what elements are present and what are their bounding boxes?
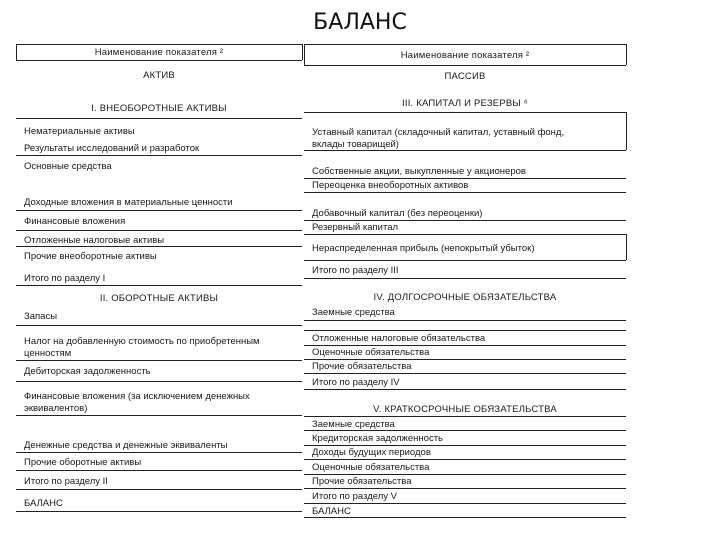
row-total-section-2: Итого по разделу II: [24, 476, 108, 487]
divider: [302, 44, 303, 60]
divider: [16, 452, 302, 453]
row-short-term-borrowings: Заемные средства: [312, 419, 395, 430]
divider: [16, 210, 302, 211]
divider: [304, 474, 626, 475]
section-1-title: I. ВНЕОБОРОТНЫЕ АКТИВЫ: [91, 103, 227, 114]
divider: [304, 112, 626, 113]
row-long-term-borrowings: Заемные средства: [312, 307, 395, 318]
row-cash: Денежные средства и денежные эквиваленты: [24, 440, 228, 451]
divider: [626, 44, 627, 65]
divider: [16, 360, 302, 361]
row-total-section-1: Итого по разделу I: [24, 273, 106, 284]
divider: [16, 470, 302, 471]
row-rnd-results: Результаты исследований и разработок: [24, 143, 200, 154]
divider: [16, 325, 302, 326]
divider: [16, 246, 302, 247]
divider: [16, 381, 302, 382]
row-charter-capital: Уставный капитал (складочный капитал, уставный фонд, вклады товарищей): [312, 127, 565, 150]
section-5-title: V. КРАТКОСРОЧНЫЕ ОБЯЗАТЕЛЬСТВА: [373, 404, 557, 415]
divider: [16, 285, 302, 286]
row-balance-assets: БАЛАНС: [24, 498, 63, 509]
divider: [304, 445, 626, 446]
divider: [304, 345, 626, 346]
row-other-current: Прочие оборотные активы: [24, 457, 142, 468]
row-total-section-3: Итого по разделу III: [312, 265, 399, 276]
row-revaluation: Переоценка внеоборотных активов: [312, 180, 469, 191]
row-financial-investments: Финансовые вложения: [24, 216, 126, 227]
divider: [304, 503, 626, 504]
row-balance-liabilities: БАЛАНС: [312, 506, 351, 517]
divider: [304, 278, 626, 279]
row-estimated-liabilities-st: Оценочные обязательства: [312, 462, 430, 473]
row-treasury-shares: Собственные акции, выкупленные у акционеров: [312, 166, 526, 177]
divider: [16, 155, 302, 156]
divider: [16, 511, 302, 512]
divider: [16, 60, 302, 61]
divider: [16, 118, 302, 119]
row-additional-capital: Добавочный капитал (без переоценки): [312, 208, 483, 219]
assets-side-title: АКТИВ: [143, 70, 175, 81]
divider: [304, 330, 626, 331]
row-inventories: Запасы: [24, 311, 58, 322]
divider: [304, 517, 626, 518]
divider: [626, 112, 627, 150]
row-other-liabilities-lt: Прочие обязательства: [312, 361, 412, 372]
row-deferred-income: Доходы будущих периодов: [312, 447, 431, 458]
row-income-investments: Доходные вложения в материальные ценности: [24, 197, 233, 208]
liabilities-header: Наименование показателя ²: [400, 50, 530, 61]
section-3-title: III. КАПИТАЛ И РЕЗЕРВЫ ⁶: [402, 98, 528, 109]
divider: [626, 234, 627, 260]
divider: [16, 44, 302, 45]
section-2-title: II. ОБОРОТНЫЕ АКТИВЫ: [99, 293, 219, 304]
divider: [304, 320, 626, 321]
divider: [304, 459, 626, 460]
row-retained-earnings: Нераспределенная прибыль (непокрытый убыток): [312, 243, 535, 254]
row-receivables: Дебиторская задолженность: [24, 366, 151, 377]
row-fixed-assets: Основные средства: [24, 161, 112, 172]
row-reserve-capital: Резервный капитал: [312, 222, 399, 233]
assets-header: Наименование показателя ²: [94, 47, 224, 58]
divider: [304, 192, 626, 193]
section-4-title: IV. ДОЛГОСРОЧНЫЕ ОБЯЗАТЕЛЬСТВА: [373, 292, 557, 303]
divider: [16, 230, 302, 231]
divider: [304, 430, 626, 431]
row-intangible-assets: Нематериальные активы: [24, 126, 135, 137]
divider: [304, 234, 626, 235]
divider: [304, 178, 626, 179]
row-payables: Кредиторская задолженность: [312, 433, 444, 444]
divider: [304, 389, 626, 390]
divider: [304, 416, 626, 417]
row-other-liabilities-st: Прочие обязательства: [312, 476, 412, 487]
divider: [304, 220, 626, 221]
row-estimated-liabilities-lt: Оценочные обязательства: [312, 347, 430, 358]
divider: [16, 489, 302, 490]
row-total-section-5: Итого по разделу V: [312, 491, 397, 502]
divider: [304, 359, 626, 360]
divider: [304, 65, 626, 66]
divider: [304, 150, 626, 151]
row-short-financial-investments: Финансовые вложения (за исключением денежных эквивалентов): [24, 391, 250, 414]
divider: [304, 44, 626, 45]
row-deferred-tax-assets: Отложенные налоговые активы: [24, 235, 165, 246]
row-vat-on-acquired: Налог на добавленную стоимость по приобретенным ценностям: [24, 336, 260, 359]
row-deferred-tax-liabilities: Отложенные налоговые обязательства: [312, 333, 486, 344]
divider: [304, 373, 626, 374]
row-total-section-4: Итого по разделу IV: [312, 377, 400, 388]
divider: [16, 415, 302, 416]
divider: [304, 488, 626, 489]
page-title: БАЛАНС: [313, 10, 407, 35]
row-other-noncurrent: Прочие внеоборотные активы: [24, 251, 157, 262]
divider: [304, 260, 626, 261]
liabilities-side-title: ПАССИВ: [444, 71, 486, 82]
